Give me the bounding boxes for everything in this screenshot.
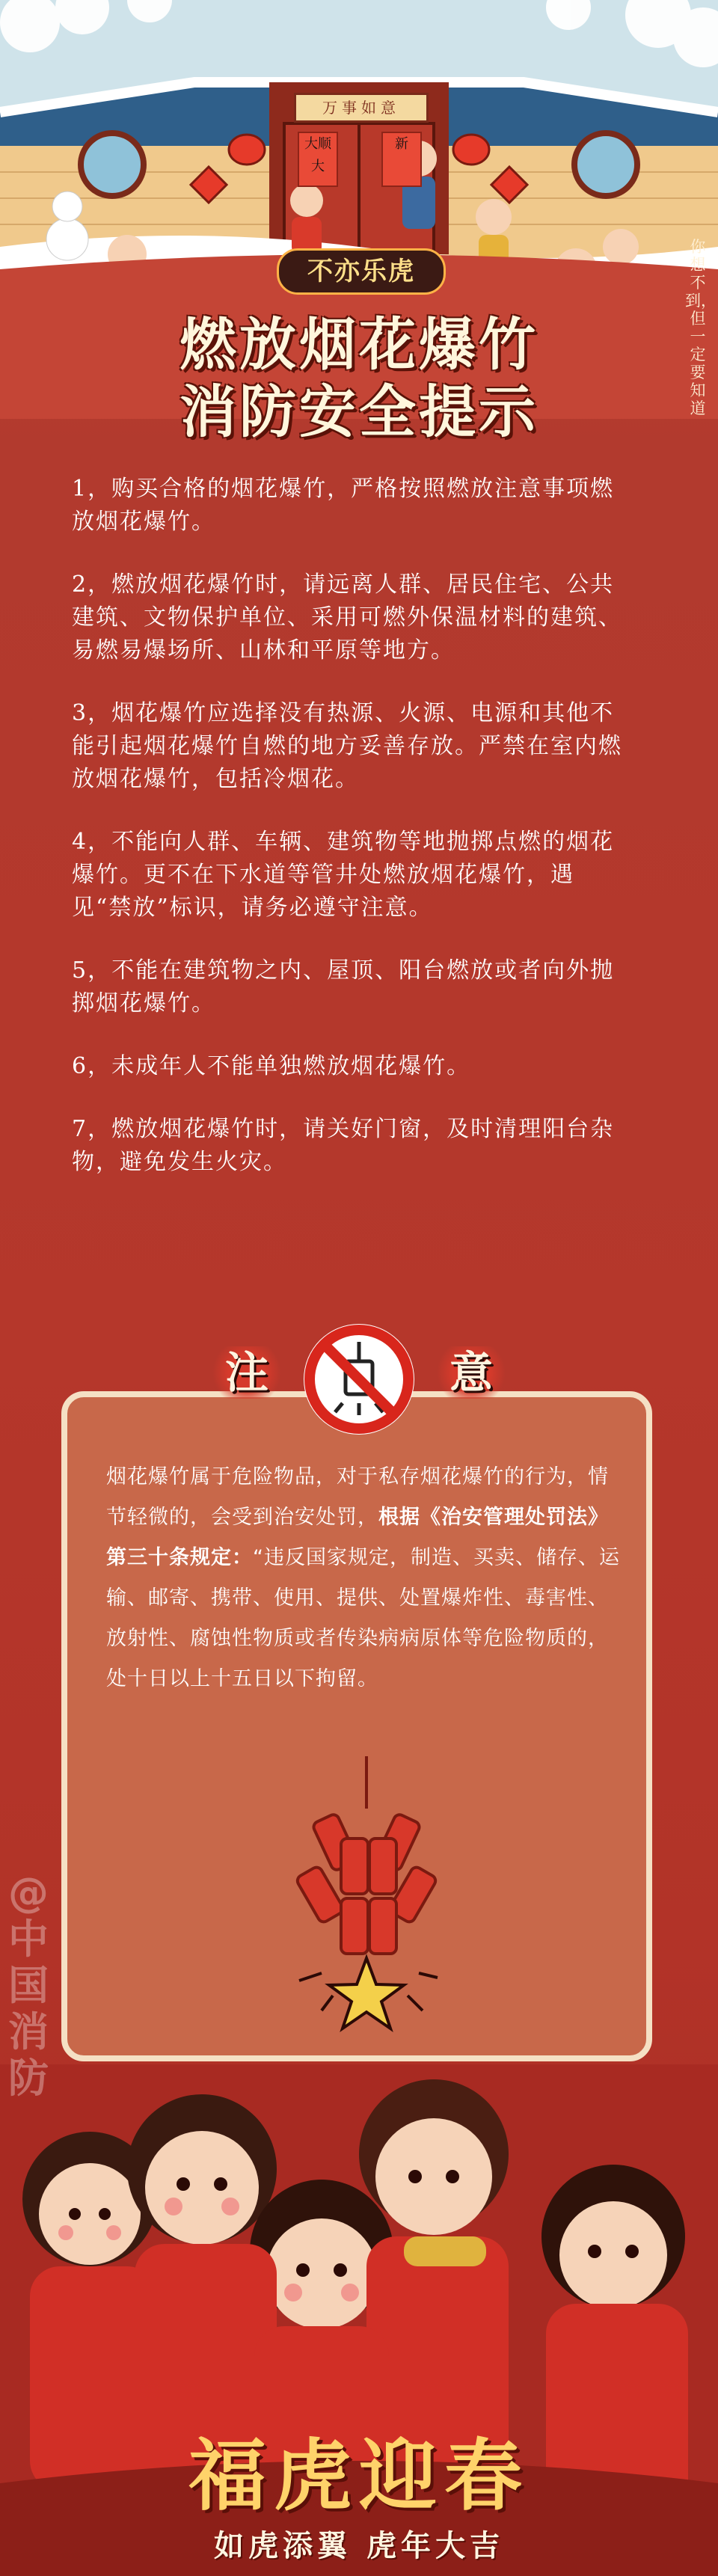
notice-heading bbox=[203, 1315, 515, 1442]
slogan-subtitle: 如虎添翼 虎年大吉 bbox=[214, 2529, 504, 2563]
title-line-2: 消防安全提示 bbox=[180, 378, 538, 445]
tip-item: 3，烟花爆竹应选择没有热源、火源、电源和其他不能引起烟花爆竹自燃的地方妥善存放。严禁在室内燃放烟花爆竹，包括冷烟花。 bbox=[72, 700, 622, 792]
tip-item: 6，未成年人不能单独燃放烟花爆竹。 bbox=[72, 1053, 471, 1079]
side-vertical-note: 你想不到，但一定要知道 bbox=[685, 238, 717, 417]
brand-watermark: @中国消防 bbox=[8, 1869, 49, 2102]
notice-word-left: 注 bbox=[209, 1346, 284, 1399]
no-fireworks-sign-icon bbox=[299, 1319, 419, 1439]
title-line-1: 燃放烟花爆竹 bbox=[180, 311, 538, 378]
tip-item: 2，燃放烟花爆竹时，请远离人群、居民住宅、公共建筑、文物保护单位、采用可燃外保温材料的建筑、易燃易爆场所、山林和平原等地方。 bbox=[72, 571, 622, 663]
notice-text-part2: “违反国家规定，制造、买卖、储存、运输、邮寄、携带、使用、提供、处置爆炸性、毒害性、放射性、腐蚀性物质或者传染病病原体等危险物质的，处十日以上十五日以下拘留。 bbox=[106, 1546, 620, 1690]
safety-tips-list bbox=[72, 473, 631, 1209]
firecracker-icon bbox=[277, 1756, 456, 2040]
gate-plaque: 万事如意 bbox=[294, 93, 429, 123]
tip-item: 4，不能向人群、车辆、建筑物等地抛掷点燃的烟花爆竹。更不在下水道等管井处燃放烟花爆竹，遇见“禁放”标识，请务必遵守注意。 bbox=[72, 829, 615, 921]
tip-item: 1，购买合格的烟花爆竹，严格按照燃放注意事项燃放烟花爆竹。 bbox=[72, 476, 615, 535]
legal-notice-card bbox=[61, 1391, 652, 2061]
slogan-title: 福虎迎春 bbox=[188, 2429, 530, 2521]
legal-notice-text bbox=[106, 1457, 622, 1699]
notice-text-bold: 根据《治安管理处罚法》第三十条规定： bbox=[106, 1506, 609, 1569]
tip-item: 5，不能在建筑物之内、屋顶、阳台燃放或者向外抛掷烟花爆竹。 bbox=[72, 957, 615, 1016]
tiger-badge: 不亦乐虎 bbox=[277, 248, 446, 295]
notice-word-right: 意 bbox=[434, 1346, 509, 1399]
tip-item: 7，燃放烟花爆竹时，请关好门窗，及时清理阳台杂物，避免发生火灾。 bbox=[72, 1116, 615, 1175]
couplet-right: 新 bbox=[381, 132, 422, 187]
notice-text-part1: 烟花爆竹属于危险物品，对于私存烟花爆竹的行为，情节轻微的，会受到治安处罚， bbox=[106, 1465, 609, 1529]
couplet-left: 大顺大 bbox=[298, 132, 338, 187]
